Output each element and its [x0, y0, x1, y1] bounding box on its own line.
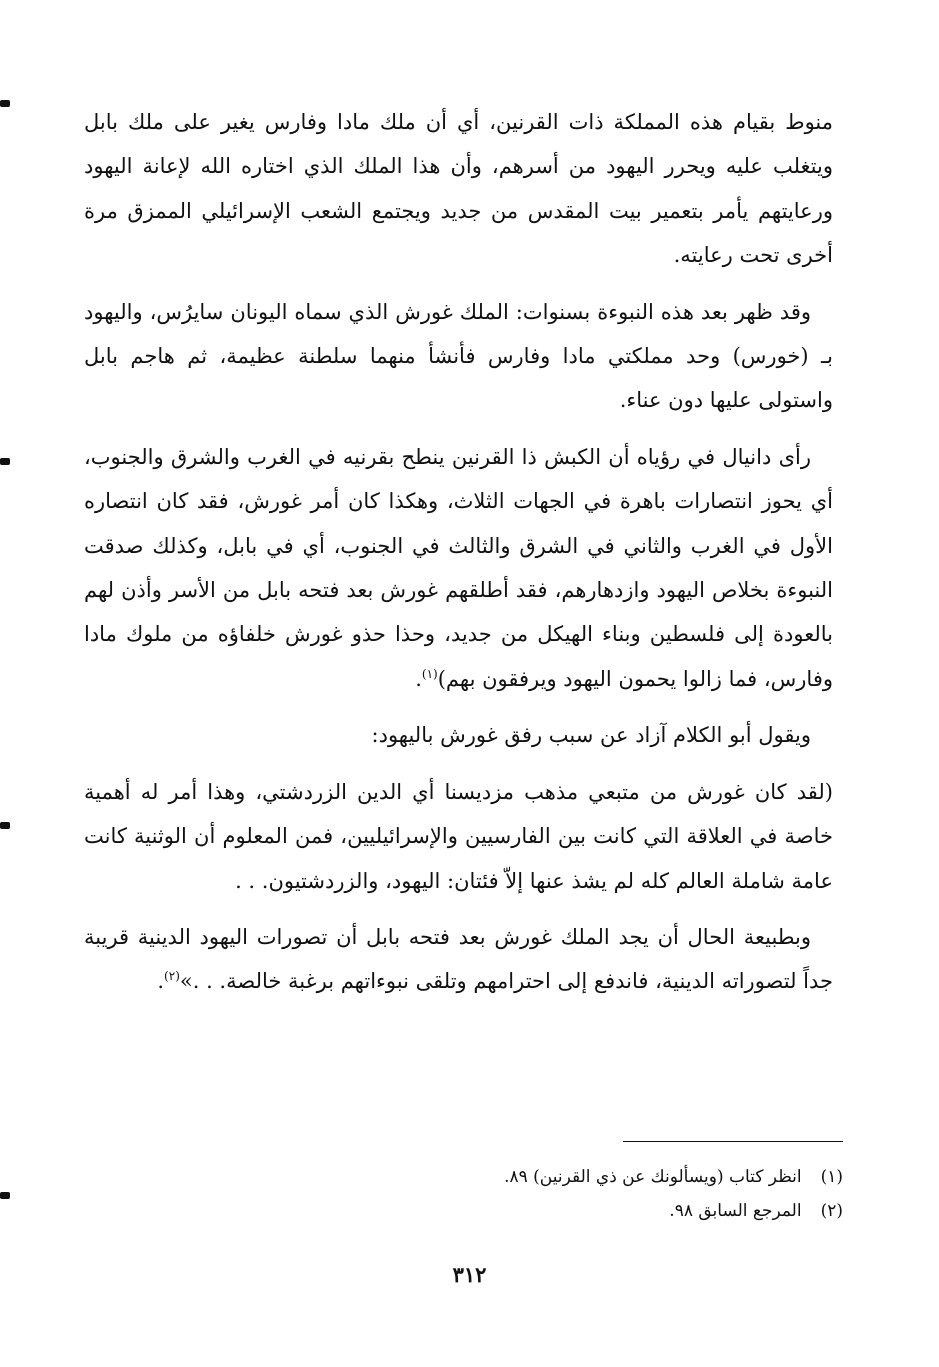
footnotes: [84, 1160, 843, 1228]
paragraph-6-text: وبطبيعة الحال أن يجد الملك غورش بعد فتحه بابل أن تصورات اليهود الدينية قريبة جداً لتصوراته الدينية، فاندفع إلى احترامهم وتلقى نبوءاتهم برغبة خالصة. . .»: [84, 924, 833, 994]
paragraph-3-text: رأى دانيال في رؤياه أن الكبش ذا القرنين ينطح بقرنيه في الغرب والشرق والجنوب، أي يحوز انتصارات باهرة في الجهات الثلاث، وهكذا كان أمر غورش، فقد كان انتصاره الأول في الغرب والثاني في الشرق والثالث في الجنوب، أي في بابل، وكذلك صدقت النبوءة بخلاص اليهود وازدهارهم، فقد أطلقهم غورش بعد فتحه بابل من الأسر وأذن لهم بالعودة إلى فلسطين وبناء الهيكل من جديد، وحذا حذو غورش خلفاؤه من ملوك مادا وفارس، فما زالوا يحمون اليهود ويرفقون بهم): [84, 444, 833, 691]
paragraph-6: [84, 915, 833, 1004]
margin-mark: [0, 100, 10, 107]
footnote-item: [84, 1194, 843, 1228]
paragraph-3-end: .: [415, 666, 422, 691]
footnote-number: (٢): [820, 1201, 843, 1221]
footnote-divider: [623, 1141, 843, 1142]
paragraph-2: وقد ظهر بعد هذه النبوءة بسنوات: الملك غورش الذي سماه اليونان سايرُس، واليهود بـ (خورس) وحد مملكتي مادا وفارس فأنشأ منهما سلطنة عظيمة، ثم هاجم بابل واستولى عليها دون عناء.: [84, 299, 833, 413]
paragraph-5: (لقد كان غورش من متبعي مذهب مزديسنا أي الدين الزردشتي، وهذا أمر له أهمية خاصة في العلاقة التي كانت بين الفارسيين والإسرائيليين، فمن المعلوم أن الوثنية كانت عامة شاملة العالم كله لم يشذ عنها إلاّ فئتان: اليهود، والزردشتيون. . .: [84, 779, 833, 893]
margin-mark: [0, 822, 10, 829]
paragraph-1: منوط بقيام هذه المملكة ذات القرنين، أي أن ملك مادا وفارس يغير على ملك بابل ويتغلب عليه ويحرر اليهود من أسرهم، وأن هذا الملك الذي اختاره الله لإعانة اليهود ورعايتهم يأمر بتعمير بيت المقدس من جديد ويجتمع الشعب الإسرائيلي الممزق مرة أخرى تحت رعايته.: [84, 110, 833, 268]
margin-mark: [0, 1192, 10, 1199]
footnote-text: انظر كتاب (ويسألونك عن ذي القرنين) ٨٩.: [504, 1167, 802, 1187]
footnote-ref-1: (١): [421, 666, 438, 681]
footnote-ref-2: (٢): [164, 969, 180, 984]
footnote-text: المرجع السابق ٩٨.: [669, 1201, 802, 1221]
margin-mark: [0, 458, 10, 465]
footnote-item: [84, 1160, 843, 1194]
footnote-number: (١): [820, 1167, 843, 1187]
paragraph-4: ويقول أبو الكلام آزاد عن سبب رفق غورش باليهود:: [371, 723, 811, 748]
paragraph-3: [84, 435, 833, 701]
page-number: ٣١٢: [452, 1262, 487, 1287]
body-text: [84, 100, 833, 1016]
paragraph-6-end: .: [157, 969, 165, 994]
